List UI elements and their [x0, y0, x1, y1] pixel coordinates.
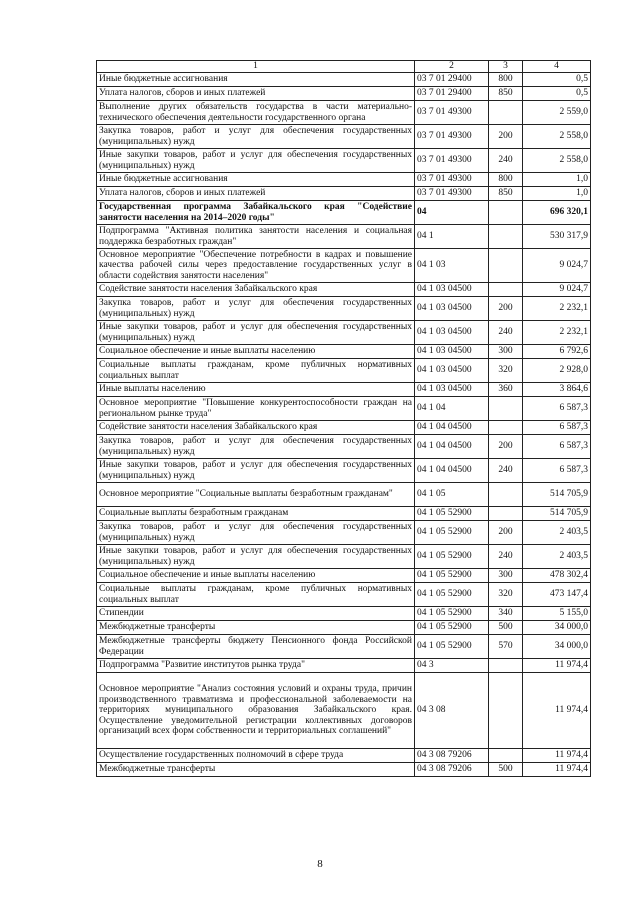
row-code-cell: 03 7 01 49300 [415, 101, 489, 125]
row-amount-cell: 2 928,0 [523, 359, 591, 383]
row-expense-type-cell: 240 [489, 545, 523, 569]
table-row [97, 459, 591, 483]
table-row [97, 73, 591, 87]
table-row [97, 87, 591, 101]
row-amount-cell: 6 587,3 [523, 397, 591, 421]
table-row [97, 397, 591, 421]
row-name-cell: Государственная программа Забайкальского края "Содействие занятости населения на 2014–2020 годы" [97, 201, 415, 225]
row-amount-cell: 2 403,5 [523, 545, 591, 569]
table-row [97, 225, 591, 249]
header-col-4: 4 [523, 61, 591, 73]
row-amount-cell: 696 320,1 [523, 201, 591, 225]
table-row [97, 621, 591, 635]
row-code-cell: 04 1 05 52900 [415, 521, 489, 545]
row-name-cell: Закупка товаров, работ и услуг для обеспечения государственных (муниципальных) нужд [97, 521, 415, 545]
table-row [97, 763, 591, 777]
header-col-1: 1 [97, 61, 415, 73]
table-row [97, 545, 591, 569]
row-name-cell: Социальные выплаты безработным гражданам [97, 507, 415, 521]
row-amount-cell: 6 587,3 [523, 421, 591, 435]
row-code-cell: 04 1 03 04500 [415, 283, 489, 297]
row-code-cell: 04 3 08 79206 [415, 763, 489, 777]
row-name-cell: Содействие занятости населения Забайкальского края [97, 421, 415, 435]
table-row [97, 383, 591, 397]
row-expense-type-cell: 800 [489, 173, 523, 187]
row-amount-cell: 0,5 [523, 73, 591, 87]
row-amount-cell: 9 024,7 [523, 283, 591, 297]
row-code-cell: 04 1 05 52900 [415, 569, 489, 583]
row-expense-type-cell: 240 [489, 321, 523, 345]
row-amount-cell: 2 403,5 [523, 521, 591, 545]
row-expense-type-cell: 300 [489, 569, 523, 583]
row-expense-type-cell: 500 [489, 763, 523, 777]
row-expense-type-cell: 200 [489, 435, 523, 459]
row-name-cell: Закупка товаров, работ и услуг для обеспечения государственных (муниципальных) нужд [97, 435, 415, 459]
row-amount-cell: 1,0 [523, 187, 591, 201]
row-amount-cell: 478 302,4 [523, 569, 591, 583]
row-name-cell: Осуществление государственных полномочий в сфере труда [97, 749, 415, 763]
row-code-cell: 04 3 08 79206 [415, 749, 489, 763]
row-expense-type-cell: 240 [489, 459, 523, 483]
table-row [97, 101, 591, 125]
row-name-cell: Иные бюджетные ассигнования [97, 73, 415, 87]
row-expense-type-cell: 200 [489, 297, 523, 321]
row-name-cell: Закупка товаров, работ и услуг для обеспечения государственных (муниципальных) нужд [97, 125, 415, 149]
row-name-cell: Иные выплаты населению [97, 383, 415, 397]
row-name-cell: Стипендии [97, 607, 415, 621]
table-row [97, 521, 591, 545]
row-amount-cell: 2 559,0 [523, 101, 591, 125]
row-code-cell: 04 1 05 [415, 483, 489, 507]
row-code-cell: 04 1 05 52900 [415, 545, 489, 569]
row-name-cell: Иные закупки товаров, работ и услуг для обеспечения государственных (муниципальных) нужд [97, 459, 415, 483]
row-code-cell: 04 1 03 04500 [415, 345, 489, 359]
row-expense-type-cell: 570 [489, 635, 523, 659]
row-code-cell: 04 3 [415, 659, 489, 673]
table-row [97, 569, 591, 583]
row-name-cell: Закупка товаров, работ и услуг для обеспечения государственных (муниципальных) нужд [97, 297, 415, 321]
row-amount-cell: 473 147,4 [523, 583, 591, 607]
row-expense-type-cell: 300 [489, 345, 523, 359]
row-code-cell: 04 1 05 52900 [415, 607, 489, 621]
row-name-cell: Социальное обеспечение и иные выплаты населению [97, 569, 415, 583]
table-row [97, 673, 591, 749]
table-row [97, 359, 591, 383]
table-row [97, 201, 591, 225]
row-code-cell: 04 [415, 201, 489, 225]
row-amount-cell: 11 974,4 [523, 659, 591, 673]
row-name-cell: Иные закупки товаров, работ и услуг для обеспечения государственных (муниципальных) нужд [97, 149, 415, 173]
row-amount-cell: 11 974,4 [523, 673, 591, 749]
row-name-cell: Основное мероприятие "Анализ состояния условий и охраны труда, причин производственного травматизма и профессиональной заболеваемости на территориях муниципального образования Забайкальского края. Осуществление уведомительной регистрации коллективных договоров организаций всех форм собственности и территориальных соглашений" [97, 673, 415, 749]
row-code-cell: 03 7 01 49300 [415, 187, 489, 201]
row-expense-type-cell [489, 225, 523, 249]
row-expense-type-cell [489, 421, 523, 435]
row-name-cell: Основное мероприятие "Социальные выплаты безработным гражданам" [97, 483, 415, 507]
row-code-cell: 04 1 03 04500 [415, 383, 489, 397]
row-expense-type-cell [489, 749, 523, 763]
row-code-cell: 04 1 04 04500 [415, 435, 489, 459]
row-name-cell: Подпрограмма "Активная политика занятости населения и социальная поддержка безработных граждан" [97, 225, 415, 249]
row-code-cell: 04 1 04 [415, 397, 489, 421]
table-row [97, 125, 591, 149]
table-row [97, 173, 591, 187]
row-amount-cell: 530 317,9 [523, 225, 591, 249]
row-amount-cell: 2 558,0 [523, 125, 591, 149]
table-row [97, 749, 591, 763]
row-name-cell: Иные закупки товаров, работ и услуг для обеспечения государственных (муниципальных) нужд [97, 545, 415, 569]
row-amount-cell: 9 024,7 [523, 249, 591, 283]
row-expense-type-cell [489, 659, 523, 673]
row-name-cell: Социальные выплаты гражданам, кроме публичных нормативных социальных выплат [97, 359, 415, 383]
row-expense-type-cell: 200 [489, 125, 523, 149]
table-row [97, 321, 591, 345]
row-expense-type-cell [489, 483, 523, 507]
row-code-cell: 03 7 01 49300 [415, 125, 489, 149]
row-code-cell: 03 7 01 49300 [415, 149, 489, 173]
table-row [97, 507, 591, 521]
row-amount-cell: 514 705,9 [523, 483, 591, 507]
header-col-2: 2 [415, 61, 489, 73]
row-expense-type-cell [489, 249, 523, 283]
table-header-row [97, 61, 591, 73]
row-code-cell: 03 7 01 29400 [415, 87, 489, 101]
table-row [97, 483, 591, 507]
row-code-cell: 04 1 03 04500 [415, 359, 489, 383]
row-code-cell: 04 1 05 52900 [415, 621, 489, 635]
row-name-cell: Основное мероприятие "Повышение конкурентоспособности граждан на региональном рынке труда" [97, 397, 415, 421]
table-row [97, 421, 591, 435]
row-name-cell: Выполнение других обязательств государства в части материально-технического обеспечения деятельности государственного органа [97, 101, 415, 125]
row-expense-type-cell [489, 283, 523, 297]
table-row [97, 149, 591, 173]
row-name-cell: Социальные выплаты гражданам, кроме публичных нормативных социальных выплат [97, 583, 415, 607]
row-name-cell: Уплата налогов, сборов и иных платежей [97, 87, 415, 101]
row-expense-type-cell: 240 [489, 149, 523, 173]
row-name-cell: Межбюджетные трансферты [97, 763, 415, 777]
row-expense-type-cell: 360 [489, 383, 523, 397]
table-body [97, 61, 591, 777]
table-row [97, 283, 591, 297]
row-amount-cell: 5 155,0 [523, 607, 591, 621]
row-expense-type-cell: 850 [489, 187, 523, 201]
row-code-cell: 04 3 08 [415, 673, 489, 749]
row-amount-cell: 2 232,1 [523, 297, 591, 321]
table-row [97, 583, 591, 607]
row-code-cell: 04 1 05 52900 [415, 635, 489, 659]
row-amount-cell: 6 587,3 [523, 459, 591, 483]
row-expense-type-cell [489, 507, 523, 521]
row-expense-type-cell: 200 [489, 521, 523, 545]
table-row [97, 297, 591, 321]
row-expense-type-cell: 340 [489, 607, 523, 621]
row-code-cell: 04 1 [415, 225, 489, 249]
row-amount-cell: 6 587,3 [523, 435, 591, 459]
row-code-cell: 04 1 03 04500 [415, 321, 489, 345]
row-amount-cell: 6 792,6 [523, 345, 591, 359]
row-code-cell: 03 7 01 29400 [415, 73, 489, 87]
row-expense-type-cell: 800 [489, 73, 523, 87]
row-expense-type-cell: 320 [489, 359, 523, 383]
row-expense-type-cell: 850 [489, 87, 523, 101]
row-name-cell: Содействие занятости населения Забайкальского края [97, 283, 415, 297]
header-col-3: 3 [489, 61, 523, 73]
row-name-cell: Межбюджетные трансферты бюджету Пенсионного фонда Российской Федерации [97, 635, 415, 659]
table-row [97, 187, 591, 201]
row-expense-type-cell [489, 673, 523, 749]
row-amount-cell: 34 000,0 [523, 635, 591, 659]
row-expense-type-cell [489, 201, 523, 225]
page-number: 8 [317, 858, 323, 870]
table-row [97, 659, 591, 673]
row-amount-cell: 3 864,6 [523, 383, 591, 397]
row-name-cell: Уплата налогов, сборов и иных платежей [97, 187, 415, 201]
row-amount-cell: 2 558,0 [523, 149, 591, 173]
row-amount-cell: 11 974,4 [523, 749, 591, 763]
table-row [97, 345, 591, 359]
row-amount-cell: 0,5 [523, 87, 591, 101]
budget-table [96, 60, 591, 777]
row-amount-cell: 34 000,0 [523, 621, 591, 635]
row-expense-type-cell [489, 101, 523, 125]
row-name-cell: Иные бюджетные ассигнования [97, 173, 415, 187]
table-row [97, 249, 591, 283]
row-expense-type-cell: 500 [489, 621, 523, 635]
row-name-cell: Иные закупки товаров, работ и услуг для обеспечения государственных (муниципальных) нужд [97, 321, 415, 345]
table-row [97, 635, 591, 659]
row-amount-cell: 2 232,1 [523, 321, 591, 345]
row-expense-type-cell: 320 [489, 583, 523, 607]
row-expense-type-cell [489, 397, 523, 421]
row-amount-cell: 514 705,9 [523, 507, 591, 521]
row-code-cell: 04 1 05 52900 [415, 507, 489, 521]
table-row [97, 607, 591, 621]
table-row [97, 435, 591, 459]
row-name-cell: Социальное обеспечение и иные выплаты населению [97, 345, 415, 359]
row-amount-cell: 1,0 [523, 173, 591, 187]
row-code-cell: 04 1 04 04500 [415, 459, 489, 483]
row-code-cell: 04 1 04 04500 [415, 421, 489, 435]
row-code-cell: 04 1 05 52900 [415, 583, 489, 607]
row-name-cell: Межбюджетные трансферты [97, 621, 415, 635]
row-name-cell: Основное мероприятие "Обеспечение потребности в кадрах и повышение качества рабочей силы через предоставление государственных услуг в области содействия занятости населения" [97, 249, 415, 283]
row-code-cell: 04 1 03 [415, 249, 489, 283]
row-name-cell: Подпрограмма "Развитие институтов рынка труда" [97, 659, 415, 673]
row-amount-cell: 11 974,4 [523, 763, 591, 777]
row-code-cell: 04 1 03 04500 [415, 297, 489, 321]
row-code-cell: 03 7 01 49300 [415, 173, 489, 187]
